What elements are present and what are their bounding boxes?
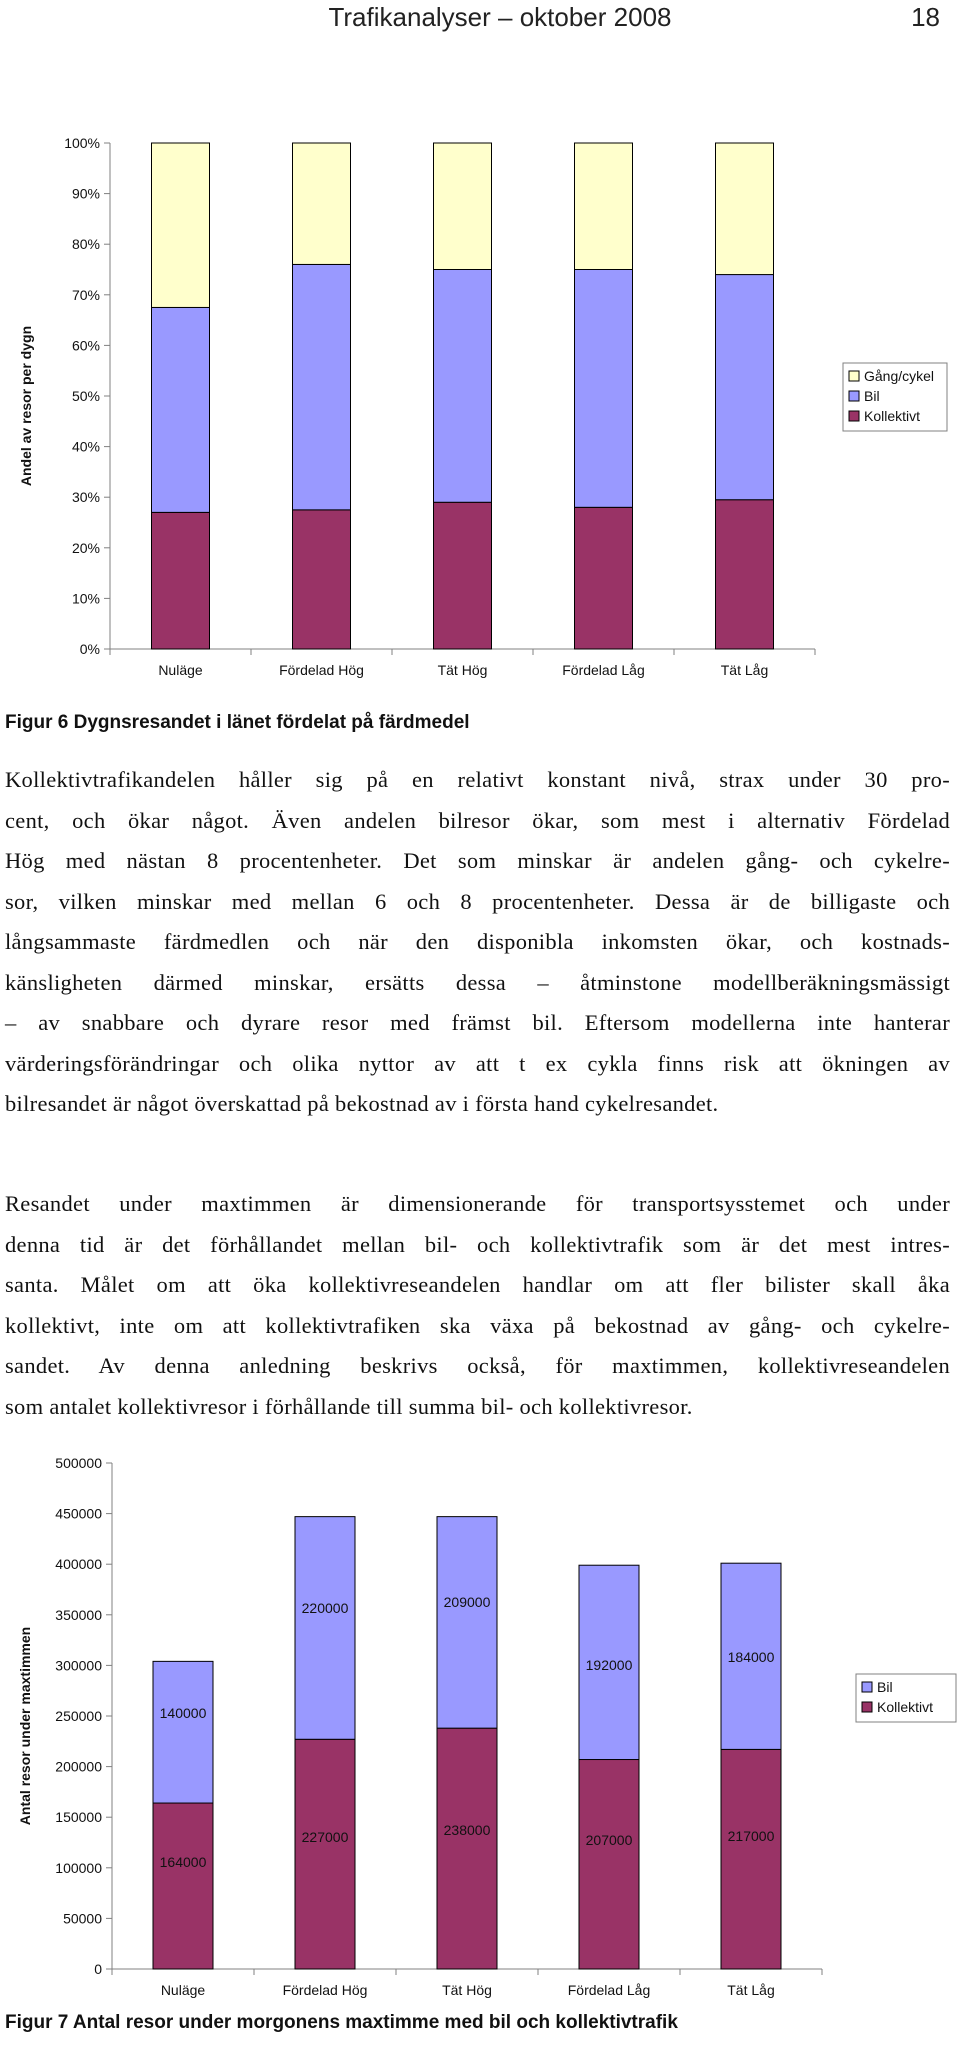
x-tick-label: Nuläge xyxy=(158,662,203,678)
paragraph-2-line: denna tid är det förhållandet mellan bil- och kollektivtrafik som är det mest intres- xyxy=(5,1231,950,1257)
legend-swatch xyxy=(849,411,859,421)
paragraph-1-line: känsligheten därmed minskar, ersätts dessa – åtminstone modellberäkningsmässigt xyxy=(5,969,950,995)
legend-label: Bil xyxy=(877,1679,893,1695)
paragraph-2-line: Resandet under maxtimmen är dimensionerande för transportsysstemet och under xyxy=(5,1191,950,1216)
x-tick-label: Tät Låg xyxy=(720,662,769,678)
legend-swatch xyxy=(862,1702,872,1712)
data-label: 192000 xyxy=(585,1657,633,1673)
paragraph-2-line: santa. Målet om att öka kollektivreseandelen handlar om att fler bilister skall åka xyxy=(5,1272,950,1297)
bar-segment-kollektivt xyxy=(295,1739,355,1969)
y-tick-label: 150000 xyxy=(55,1809,102,1826)
x-tick-label: Tät Hög xyxy=(442,1982,492,1998)
bar-segment-kollektivt xyxy=(293,510,351,649)
figure-6-caption: Figur 6 Dygnsresandet i länet fördelat på färdmedel xyxy=(5,712,470,733)
data-label: 209000 xyxy=(443,1594,491,1610)
data-label: 164000 xyxy=(159,1854,207,1870)
x-tick-label: Fördelad Hög xyxy=(282,1982,368,1998)
legend-label: Bil xyxy=(864,388,880,404)
y-tick-label: 500000 xyxy=(55,1455,102,1471)
page-number: 18 xyxy=(911,2,940,32)
bar-segment-kollektivt xyxy=(153,1803,213,1969)
data-label: 140000 xyxy=(159,1705,207,1721)
x-tick-label: Fördelad Låg xyxy=(562,662,645,678)
chart-maxtimmen xyxy=(0,1430,960,2020)
y-axis-title: Antal resor under maxtimmen xyxy=(17,1626,33,1826)
bar-segment-gång-cykel xyxy=(434,143,492,270)
bar-segment-kollektivt xyxy=(721,1749,781,1969)
paragraph-1-line: värderingsförändringar och olika nyttor av att t ex cykla finns risk att ökningen av xyxy=(5,1050,950,1076)
paragraph-2-line: kollektivt, inte om att kollektivtrafiken ska växa på bekostnad av gång- och cykelre- xyxy=(5,1312,950,1338)
y-tick-label: 0 xyxy=(94,1961,102,1977)
bar-segment-bil xyxy=(293,264,351,509)
y-tick-label: 60% xyxy=(71,337,100,354)
y-tick-label: 50% xyxy=(71,388,100,404)
paragraph-2-line: som antalet kollektivresor i förhållande till summa bil- och kollektivresor. xyxy=(5,1393,693,1419)
bar-segment-gång-cykel xyxy=(293,143,351,264)
x-tick-label: Nuläge xyxy=(160,1982,206,1998)
bar-segment-gång-cykel xyxy=(152,143,210,307)
y-tick-label: 10% xyxy=(71,590,100,607)
paragraph-1-line: cent, och ökar något. Även andelen bilresor ökar, som mest i alternativ Fördelad xyxy=(5,807,950,833)
bar-segment-bil xyxy=(575,270,633,508)
bar-segment-bil xyxy=(295,1517,355,1740)
y-tick-label: 90% xyxy=(71,185,100,202)
data-label: 227000 xyxy=(301,1829,349,1845)
y-tick-label: 40% xyxy=(71,438,100,455)
y-tick-label: 20% xyxy=(71,539,100,556)
data-label: 207000 xyxy=(585,1832,633,1848)
y-tick-label: 350000 xyxy=(55,1606,102,1623)
bar-segment-bil xyxy=(434,270,492,503)
x-tick-label: Tät Hög xyxy=(437,662,488,678)
y-tick-label: 200000 xyxy=(55,1758,102,1775)
bar-segment-bil xyxy=(153,1661,213,1803)
chart-dygnsresandet xyxy=(0,100,960,700)
paragraph-2-line: sandet. Av denna anledning beskrivs också, för maxtimmen, kollektivreseandelen xyxy=(5,1353,950,1378)
y-tick-label: 70% xyxy=(71,286,100,303)
paragraph-2 xyxy=(5,1184,950,1427)
bar-segment-kollektivt xyxy=(434,502,492,649)
y-tick-label: 400000 xyxy=(55,1556,102,1573)
bar-segment-kollektivt xyxy=(437,1728,497,1969)
legend-label: Gång/cykel xyxy=(864,368,935,384)
legend-label: Kollektivt xyxy=(864,408,921,424)
figure-7-caption: Figur 7 Antal resor under morgonens maxtimme med bil och kollektivtrafik xyxy=(5,2012,678,2033)
running-header-title: Trafikanalyser – oktober 2008 xyxy=(328,2,672,32)
paragraph-1 xyxy=(5,760,950,1125)
y-axis-title: Andel av resor per dygn xyxy=(18,325,34,487)
paragraph-1-line: sor, vilken minskar med mellan 6 och 8 procentenheter. Dessa är de billigaste och xyxy=(5,888,950,914)
y-tick-label: 250000 xyxy=(55,1708,102,1724)
legend-swatch xyxy=(849,391,859,401)
x-tick-label: Tät Låg xyxy=(727,1982,775,1998)
data-label: 184000 xyxy=(727,1649,775,1665)
bar-segment-bil xyxy=(716,275,774,500)
paragraph-1-line: Kollektivtrafikandelen håller sig på en relativt konstant nivå, strax under 30 pro- xyxy=(5,767,950,792)
data-label: 217000 xyxy=(727,1828,775,1844)
bar-segment-bil xyxy=(437,1517,497,1729)
y-tick-label: 100% xyxy=(64,135,100,151)
y-tick-label: 30% xyxy=(71,489,100,506)
paragraph-1-line: – av snabbare och dyrare resor med främst bil. Eftersom modellerna inte hanterar xyxy=(5,1010,950,1035)
paragraph-1-line: bilresandet är något överskattad på bekostnad av i första hand cykelresandet. xyxy=(5,1091,719,1116)
y-tick-label: 80% xyxy=(71,236,100,253)
y-tick-label: 100000 xyxy=(55,1859,102,1876)
paragraph-1-line: Hög med nästan 8 procentenheter. Det som minskar är andelen gång- och cykelre- xyxy=(5,848,950,873)
bar-segment-kollektivt xyxy=(575,507,633,649)
bar-segment-gång-cykel xyxy=(575,143,633,270)
y-tick-label: 50000 xyxy=(63,1910,102,1927)
data-label: 238000 xyxy=(443,1822,491,1838)
y-tick-label: 0% xyxy=(79,641,100,657)
bar-segment-kollektivt xyxy=(579,1760,639,1969)
data-label: 220000 xyxy=(301,1600,349,1616)
x-tick-label: Fördelad Låg xyxy=(567,1982,651,1998)
bar-segment-kollektivt xyxy=(716,500,774,649)
bar-segment-bil xyxy=(152,307,210,512)
bar-segment-gång-cykel xyxy=(716,143,774,275)
x-tick-label: Fördelad Hög xyxy=(279,662,364,678)
bar-segment-kollektivt xyxy=(152,512,210,649)
y-tick-label: 450000 xyxy=(55,1505,102,1522)
paragraph-1-line: långsammaste färdmedlen och när den disponibla inkomsten ökar, och kostnads- xyxy=(5,929,950,954)
y-tick-label: 300000 xyxy=(55,1657,102,1674)
legend-swatch xyxy=(862,1682,872,1692)
legend-swatch xyxy=(849,371,859,381)
legend-label: Kollektivt xyxy=(877,1699,934,1715)
